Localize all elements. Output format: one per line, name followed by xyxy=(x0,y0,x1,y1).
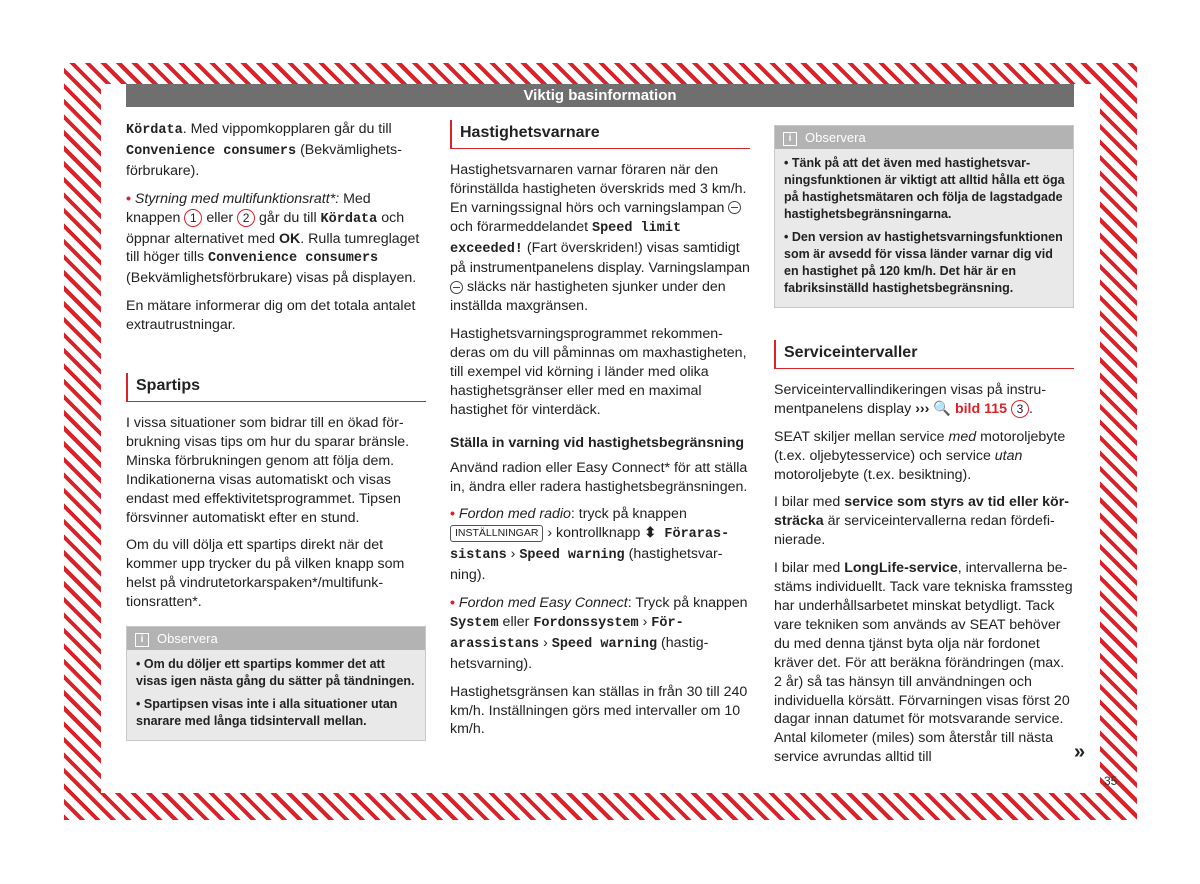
note-header xyxy=(775,126,1073,149)
text: motoroljebyte (t.ex. oljebytesservice) och service xyxy=(774,428,1066,464)
reference-arrows: ››› xyxy=(915,400,930,417)
note-title: Observera xyxy=(805,130,866,145)
continue-arrow-icon: » xyxy=(1074,741,1086,763)
note-title: Observera xyxy=(157,631,218,647)
display-text: Kördata xyxy=(126,123,183,138)
info-icon: i xyxy=(135,633,149,647)
text: I bilar med xyxy=(774,560,845,577)
text: › kontrollknapp xyxy=(543,525,645,542)
page-header: Viktig basinformation xyxy=(126,84,1074,107)
paragraph: Använd radion eller Easy Connect* för att ställa in, ändra eller radera hastighetsbegränsningen. xyxy=(450,459,748,495)
text: (Fart överskriden!) visas samtidigt på instrumentpanelens display. Varningslampan xyxy=(450,239,750,277)
display-text: Speed warning xyxy=(551,636,658,652)
paragraph xyxy=(774,381,1074,419)
paragraph: Om du vill dölja ett spartips direkt när det kommer upp trycker du på vilken knapp som helst på vindrutetorkarspaken*/multifunktionsratten*. xyxy=(126,537,405,611)
text: . Rulla tumreglaget till höger tills xyxy=(126,230,420,266)
text: Spartipsen visas inte i alla situationer utan snarare med långa tidsintervall mellan. xyxy=(136,697,398,729)
paragraph xyxy=(774,493,1074,550)
text: (Bekvämlighetsförbrukare). xyxy=(126,141,402,179)
text: är serviceintervallerna redan fördefinierade. xyxy=(774,513,1055,549)
text: I bilar med xyxy=(774,494,845,511)
callout-number: 3 xyxy=(1011,400,1029,418)
bullet-icon: • xyxy=(126,190,131,207)
callout-number: 2 xyxy=(237,209,255,227)
text: . Med vippomkopplaren går du till xyxy=(182,121,392,137)
note-item: • Om du döljer ett spartips kommer det att visas igen nästa gång du sätter på tändningen. xyxy=(136,657,415,689)
text: Fordon med Easy Connect xyxy=(458,595,628,612)
section-heading-serviceintervaller: Serviceintervaller xyxy=(774,340,1074,369)
paragraph: Hastighetsgränsen kan ställas in från 30 till 240 km/h. Inställningen görs med intervaller om 10 km/h. xyxy=(450,683,748,738)
text: och förarmeddelandet xyxy=(450,218,592,235)
paragraph xyxy=(774,559,1074,767)
settings-key: INSTÄLLNINGAR xyxy=(450,525,543,542)
text: (Bekvämlighetsförbrukare) visas på displayen. xyxy=(126,270,417,287)
note-item: • Spartipsen visas inte i alla situationer utan snarare med långa tidsintervall mellan. xyxy=(136,697,398,729)
text: motoroljebyte (t.ex. besiktning). xyxy=(774,466,972,483)
text: eller xyxy=(498,613,534,630)
note-box xyxy=(126,626,426,741)
text: Med knappen xyxy=(126,190,371,226)
up-down-arrow-icon: ⬍ xyxy=(644,525,657,542)
paragraph xyxy=(126,120,426,181)
note-header xyxy=(127,627,425,650)
column-1 xyxy=(126,120,426,741)
text: Den version av hastighetsvarningsfunktionen som är avsedd för vissa länder varnar dig vid en hastighet på 120 km/h. Det här är en fabriksinställd hastighetsbegränsning. xyxy=(784,230,1063,295)
figure-link[interactable]: bild 115 xyxy=(951,400,1007,417)
paragraph: Hastighetsvarningsprogrammet rekommenderas om du vill påminnas om maxhastigheten, till exempel vid körning i länder med olika hastighetsgränser eller med en maximal hastighet för vinterdäck. xyxy=(450,326,747,418)
column-3 xyxy=(774,125,1074,776)
text: , intervallerna bestäms individuellt. Tack vare tekniska framssteg har underhållsarbetet minskat betydligt. Tack vare tekniken som används av SEAT behöver du med denna tjänst byta olja när fordonet kräver det. För att beräkna förändringen (max. 2 år) så tas hänsyn till användningen och individuella körsätt. Förvarningen visas först 20 dagar innan datumet för motsvarande service. Antal kilometer (miles) som återstår till nästa service avrundas alltid till xyxy=(774,560,1073,766)
column-2 xyxy=(450,120,750,748)
text: Fordon med radio xyxy=(458,506,571,523)
text: (hastighetsvarning). xyxy=(450,634,709,672)
text: går du till xyxy=(255,209,321,226)
display-text: Speed warning xyxy=(519,548,625,564)
section-heading-spartips: Spartips xyxy=(126,373,426,402)
bullet-icon: • xyxy=(450,595,455,612)
section-heading-hastighetsvarnare: Hastighetsvarnare xyxy=(450,120,750,149)
text: SEAT skiljer mellan service xyxy=(774,428,949,445)
text: Tänk på att det även med hastighetsvarningsfunktionen är viktigt att alltid hålla ett öga på hastighetsmätaren och följa de lagstadgade hastighetsbegränsningarna. xyxy=(784,156,1065,221)
paragraph: I vissa situationer som bidrar till en ökad förbrukning visas tips om hur du sparar bränsle. Minska förbrukningen genom att följa dem. Indikationerna visas automatiskt och visas endast med effektivitetsprogrammet. Tipsen försvinner automatiskt efter en stund. xyxy=(126,414,410,526)
note-item: • Tänk på att det även med hastighetsvarningsfunktionen är viktigt att alltid hålla ett öga på hastighetsmätaren och följa de lagstadgade hastighetsbegränsningarna. xyxy=(784,156,1065,221)
display-text: Speed limit exceeded! xyxy=(450,220,682,257)
figure-ref-icon: 🔍 xyxy=(933,400,951,417)
text: : Tryck på knappen xyxy=(627,595,748,612)
paragraph xyxy=(450,161,750,316)
display-text: Kördata xyxy=(320,211,378,227)
text: eller xyxy=(202,209,238,226)
bullet-item xyxy=(450,505,750,585)
text: och öppnar alternativet med xyxy=(126,209,405,247)
note-item: • Den version av hastighetsvarningsfunktionen som är avsedd för vissa länder varnar dig vid en hastighet på 120 km/h. Det här är en fabriksinställd hastighetsbegränsning. xyxy=(784,230,1063,295)
note-box xyxy=(774,125,1074,308)
display-text: Förarassistans xyxy=(450,527,730,564)
paragraph xyxy=(774,428,1074,485)
text: : tryck på knappen xyxy=(570,506,687,523)
text: OK xyxy=(279,230,301,247)
text: Hastighetsvarnaren varnar föraren när den förinställda hastigheten överskrids med 3 km/h. En varningssignal hörs och varningslampan xyxy=(450,161,747,216)
text: utan xyxy=(994,447,1023,464)
info-icon: i xyxy=(783,132,797,146)
bullet-item xyxy=(126,190,426,289)
paragraph: En mätare informerar dig om det totala antalet extrautrustningar. xyxy=(126,298,416,334)
display-text: Fordonssystem xyxy=(533,615,639,631)
display-text: Convenience consumers xyxy=(208,251,379,267)
note-body xyxy=(775,149,1073,307)
text: Serviceintervallindikeringen visas på instrumentpanelens display xyxy=(774,381,1047,417)
text: med xyxy=(948,428,977,445)
text: (hastighetsvarning). xyxy=(450,546,723,584)
display-text: Convenience consumers xyxy=(126,143,297,159)
text: LongLife-service xyxy=(844,560,958,577)
warning-lamp-icon xyxy=(728,201,741,214)
note-body xyxy=(127,650,425,740)
text: service som styrs av tid eller körsträcka xyxy=(774,494,1069,530)
page-number: 35 xyxy=(1104,774,1118,788)
text: › xyxy=(638,613,652,630)
display-text: Förarassistans xyxy=(450,615,684,652)
text: Styrning med multifunktionsratt*: xyxy=(134,190,340,207)
text: Om du döljer ett spartips kommer det att visas igen nästa gång du sätter på tändningen. xyxy=(136,657,415,689)
warning-lamp-icon xyxy=(450,281,463,294)
callout-number: 1 xyxy=(184,209,202,227)
text: › xyxy=(506,546,520,563)
text: släcks när hastigheten sjunker under den inställda maxgränsen. xyxy=(450,279,726,315)
bullet-item xyxy=(450,594,750,674)
text: . xyxy=(1028,400,1033,417)
subheading: Ställa in varning vid hastighetsbegränsning xyxy=(450,434,745,451)
bullet-icon: • xyxy=(450,506,455,523)
text: › xyxy=(539,634,552,651)
display-text: System xyxy=(450,615,499,631)
